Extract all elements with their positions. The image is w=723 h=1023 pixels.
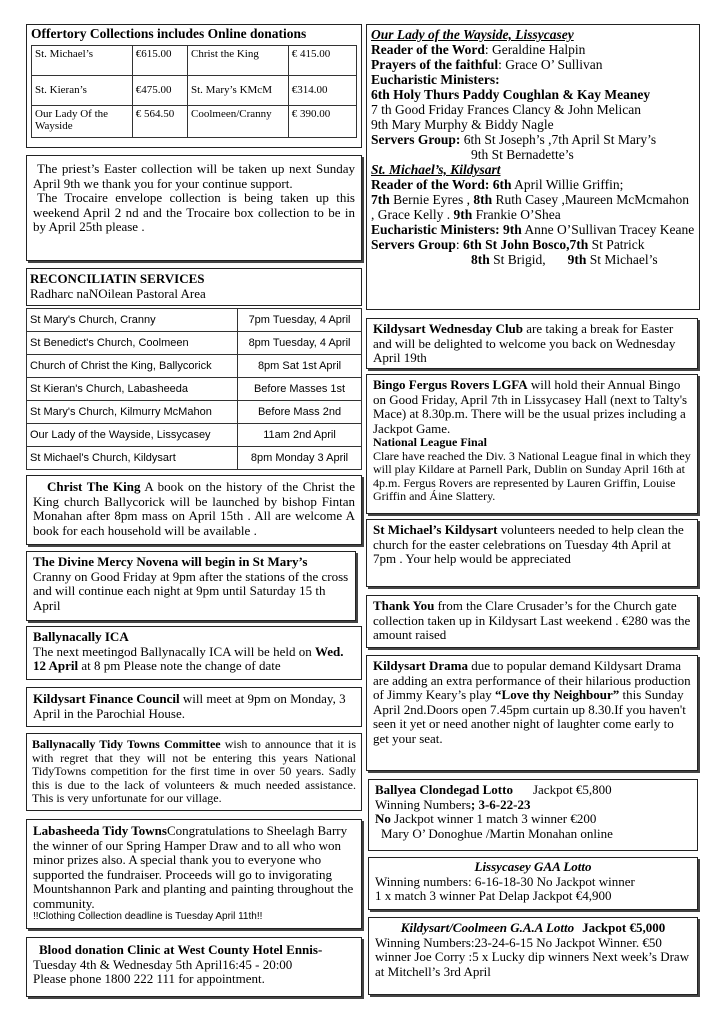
ballyea-online: Mary O’ Donoghue /Martin Monahan online [381, 825, 613, 841]
coolmeen-lotto-box [368, 917, 698, 995]
ballyea-lotto-box [368, 779, 698, 851]
service-time: 8pm Sat 1st April [238, 355, 362, 378]
blood-donation-box [26, 937, 362, 997]
bingo-heading: Bingo Fergus Rovers LGFA [373, 377, 528, 392]
coolmeen-heading: Kildysart/Coolmeen G.A.A Lotto [400, 920, 575, 935]
ballyea-winners: Jackpot winner 1 match 3 winner €200 [390, 811, 597, 826]
wayside-prayers-label: Prayers of the faithful [371, 57, 499, 72]
ballyea-heading: Ballyea Clondegad Lotto [375, 782, 513, 797]
church-name: Church of Christ the King, Ballycorick [27, 355, 238, 378]
offertory-title: Offertory Collections includes Online donations [31, 26, 307, 41]
national-league-heading: National League Final [373, 435, 488, 449]
blood-donation-dates: Tuesday 4th & Wednesday 5th April16:45 - 20:00 [33, 956, 293, 972]
michael-servers-sep: : [455, 237, 464, 252]
offertory-cell: St. Michael’s [32, 45, 133, 75]
service-time: 8pm Monday 3 April [238, 447, 362, 470]
bingo-box [366, 374, 698, 514]
offertory-cell: St. Mary’s KMcM [188, 75, 289, 105]
michael-day: 9th [567, 252, 587, 267]
church-name: St Benedict's Church, Coolmeen [27, 332, 238, 355]
michael-euch-label: Eucharistic Ministers: 9th [371, 222, 522, 237]
priest-collection-box [26, 155, 362, 261]
michael-title: St. Michael’s, Kildysart [371, 162, 501, 177]
reconciliation-title: RECONCILIATIN SERVICES [30, 271, 205, 286]
drama-text: due to popular demand Kildysart Drama are adding an extra performance of their hilarious production of Jimmy Keary’s play [373, 658, 691, 702]
wednesday-club-text: are taking a break for Easter and will be delighted to welcome you back on Wednesday April 19th [373, 321, 676, 365]
service-time: Before Mass 2nd [238, 401, 362, 424]
blood-donation-phone: Please phone 1800 222 111 for appointment. [33, 971, 265, 986]
lissycasey-winner: 1 x match 3 winner Pat Delap Jackpot €4,900 [375, 888, 612, 903]
thank-you-box [366, 595, 698, 648]
michael-day: 7th [371, 192, 390, 207]
michael-reader: April Willie Griffin; [511, 177, 624, 192]
drama-play-title: “Love thy Neighbour” [495, 687, 620, 702]
michael-day: 9th [453, 207, 473, 222]
service-time: 7pm Tuesday, 4 April [238, 309, 362, 332]
michael-euch: Anne O’Sullivan Tracey Keane [521, 222, 695, 237]
offertory-cell: € 564.50 [132, 105, 187, 137]
ballyea-jackpot: Jackpot €5,800 [532, 782, 612, 797]
christ-the-king-text: A book on the history of the Christ the King church Ballycorick will be launched by bishop Fintan Monahan after 8pm mass on April 15th . All are welcome A book for each household will be available . [33, 479, 356, 538]
reconciliation-subtitle: Radharc naNOilean Pastoral Area [30, 285, 206, 301]
michael-reader-names: Frankie O’Shea [472, 207, 561, 222]
ballyea-no: No [375, 811, 391, 826]
coolmeen-jackpot: Jackpot €5,000 [582, 920, 666, 935]
michael-day: 8th [471, 252, 490, 267]
offertory-cell: Christ the King [188, 45, 289, 75]
offertory-box [26, 24, 362, 148]
ballyea-numbers-label: Winning Numbers [375, 796, 471, 812]
ica-text: The next meetingod Ballynacally ICA will be held on [33, 643, 315, 659]
drama-heading: Kildysart Drama [373, 658, 468, 673]
finance-council-text: will meet at 9pm on Monday, 3 April in the Parochial House. [33, 691, 346, 721]
wayside-good-friday: 7 th Good Friday Frances Clancy & John Melican [371, 102, 641, 117]
christ-the-king-box [26, 475, 362, 545]
church-name: St Mary's Church, Cranny [27, 309, 238, 332]
thank-you-heading: Thank You [373, 598, 435, 613]
wayside-servers-2: 9th St Bernadette’s [471, 147, 574, 162]
lissycasey-lotto-box [368, 857, 698, 910]
tidy-towns-text: wish to announce that it is with regret that they will not be entering this years National TidyTowns competition for the first time in over 50 years. Sadly this is due to the lack of volunteers & much needed assistance. This is very unfortunate for our village. [32, 737, 357, 805]
reconciliation-table [26, 308, 362, 470]
service-time: 8pm Tuesday, 4 April [238, 332, 362, 355]
coolmeen-text: Winning Numbers:23-24-6-15 No Jackpot Winner. €50 winner Joe Corry :5 x Lucky dip winners Next week’s Draw at Mitchell’s 3rd April [375, 934, 690, 979]
divine-mercy-box [26, 551, 356, 621]
wayside-prayers: : Grace O’ Sullivan [498, 57, 603, 72]
clothing-note: !!Clothing Collection deadline is Tuesday April 11th!! [33, 911, 263, 922]
michael-servers-days: 6th St John Bosco,7th [463, 237, 589, 252]
michael-reader-names: Ruth Casey ,Maureen McMcmahon , Grace Kelly . [371, 192, 689, 222]
lissycasey-numbers: Winning numbers: 6-16-18-30 No Jackpot winner [375, 873, 635, 889]
drama-text-2: this Sunday April 2nd.Doors open 7.45pm curtain up 8.30.If you haven't seen it yet or need another night of laughter come early to get your seat. [373, 687, 686, 746]
wayside-servers: 6th St Joseph’s ,7th April St Mary’s [460, 132, 657, 147]
finance-council-heading: Kildysart Finance Council [33, 691, 180, 706]
divine-mercy-text: Cranny on Good Friday at 9pm after the stations of the cross and will continue each night at 9pm until Saturday 15 th April [33, 568, 349, 613]
labasheeda-heading: Labasheeda Tidy Towns [33, 823, 167, 838]
michael-servers-names: St Patrick [588, 237, 645, 252]
wayside-holy-thurs: 6th Holy Thurs Paddy Coughlan & Kay Meaney [371, 87, 651, 102]
bingo-text: will hold their Annual Bingo on Good Friday, April 7th in Lissycasey Hall (next to Talty's Mace) at 8.30p.m. There will be the usual prizes including a Jackpot Game. [373, 377, 688, 436]
wednesday-club-box [366, 318, 698, 369]
service-time: Before Masses 1st [238, 378, 362, 401]
ica-heading: Ballynacally ICA [33, 629, 129, 644]
church-name: St Michael's Church, Kildysart [27, 447, 238, 470]
national-league-text: Clare have reached the Div. 3 National League final in which they will play Kildare at Parnell Park, Dublin on Sunday April 16th at 4p.m. Fergus Rovers are represented by Lauren Griffin, Louise Griffin and Áine Slattery. [373, 448, 691, 503]
ballyea-numbers: ; 3-6-22-23 [470, 796, 531, 812]
offertory-cell: € 415.00 [288, 45, 356, 75]
service-time: 11am 2nd April [238, 424, 362, 447]
ica-box [26, 626, 362, 680]
wayside-title: Our Lady of the Wayside, Lissycasey [371, 27, 574, 42]
offertory-cell: € 390.00 [288, 105, 356, 137]
wayside-ninth: 9th Mary Murphy & Biddy Nagle [371, 117, 554, 132]
wayside-euch-label: Eucharistic Ministers: [371, 72, 500, 87]
trocaire-text: The Trocaire envelope collection is being taken up this weekend April 2 nd and the Trocaire box collection to be in by April 25th please . [33, 190, 355, 234]
michael-servers-names: St Brigid, [489, 252, 546, 267]
volunteers-box [366, 519, 698, 587]
tidy-towns-heading: Ballynacally Tidy Towns Committee [32, 737, 221, 751]
christ-the-king-heading: Christ The King [47, 479, 141, 494]
easter-collection-text: The priest’s Easter collection will be taken up next Sunday April 9th we thank you for your continue support. [33, 161, 355, 191]
labasheeda-box [26, 819, 362, 929]
offertory-cell: €615.00 [132, 45, 187, 75]
wayside-reader: : Geraldine Halpin [484, 42, 586, 57]
michael-servers-label: Servers Group [371, 237, 456, 252]
church-name: St Mary's Church, Kilmurry McMahon [27, 401, 238, 424]
michael-reader-label: Reader of the Word: 6th [371, 177, 512, 192]
wednesday-club-heading: Kildysart Wednesday Club [373, 321, 524, 336]
wayside-servers-label: Servers Group: [371, 132, 461, 147]
reconciliation-header [26, 268, 362, 306]
labasheeda-text: Congratulations to Sheelagh Barry the winner of our Spring Hamper Draw and to all who won minor prizes also. A special thank you to everyone who supported the fundraiser. Proceeds will go to invigorating Mountshannon Park and planting and painting throughout the community. [33, 823, 354, 911]
blood-donation-heading: Blood donation Clinic at West County Hotel Ennis- [39, 942, 323, 957]
offertory-cell: St. Kieran’s [32, 75, 133, 105]
michael-reader-names: Bernie Eyres , [389, 192, 474, 207]
michael-day: 8th [473, 192, 493, 207]
church-name: St Kieran's Church, Labasheeda [27, 378, 238, 401]
ica-tail: at 8 pm Please note the change of date [78, 658, 281, 673]
volunteers-heading: St Michael’s Kildysart [373, 522, 498, 537]
ica-date: Wed. 12 April [33, 643, 344, 673]
finance-council-box [26, 687, 362, 727]
lissycasey-heading: Lissycasey GAA Lotto [474, 859, 592, 874]
offertory-table [31, 45, 357, 138]
drama-box [366, 655, 698, 771]
tidy-towns-box [26, 733, 362, 811]
thank-you-text: from the Clare Crusader’s for the Church gate collection taken up in Kildysart Last weekend . €280 was the amount raised [373, 598, 691, 642]
offertory-cell: €314.00 [288, 75, 356, 105]
offertory-cell: Our Lady Of the Wayside [32, 105, 133, 137]
michael-servers-names: St Michael’s [586, 252, 658, 267]
offertory-cell: €475.00 [132, 75, 187, 105]
church-name: Our Lady of the Wayside, Lissycasey [27, 424, 238, 447]
volunteers-text: volunteers needed to help clean the church for the easter celebrations on Tuesday 4th April at 7pm . Your help would be appreciated [373, 522, 684, 566]
divine-mercy-heading: The Divine Mercy Novena will begin in St Mary’s [33, 554, 308, 569]
wayside-reader-label: Reader of the Word [371, 42, 485, 57]
offertory-cell: Coolmeen/Cranny [188, 105, 289, 137]
ministers-box [366, 24, 700, 310]
